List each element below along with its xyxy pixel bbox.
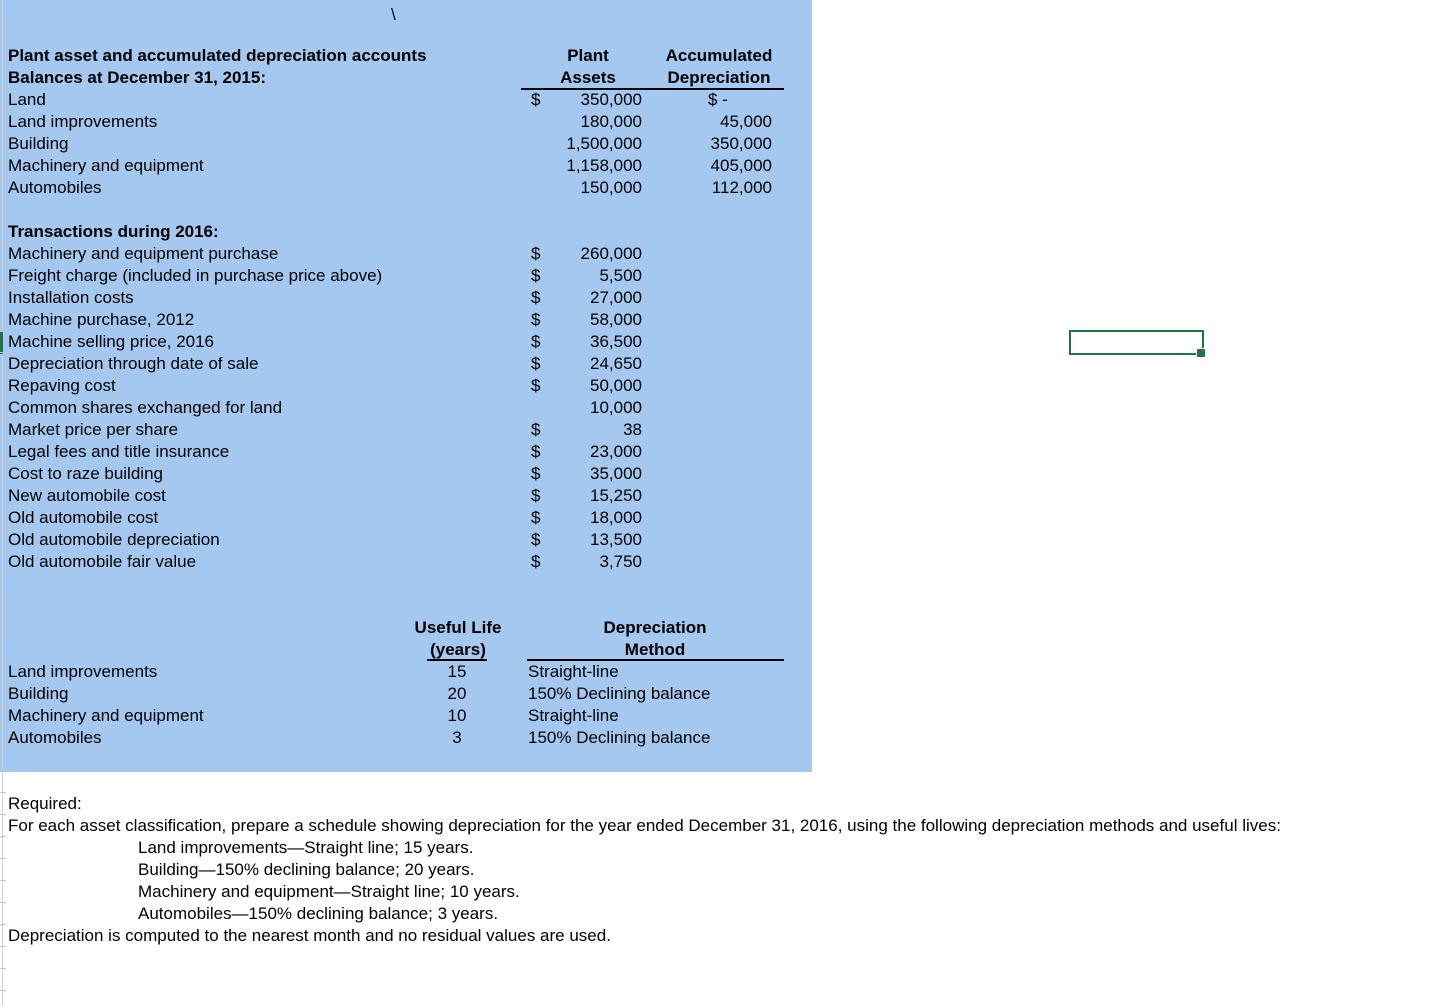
row-gridline bbox=[0, 22, 6, 23]
depreciation-method[interactable]: 150% Declining balance bbox=[528, 684, 711, 703]
transaction-label[interactable]: Old automobile depreciation bbox=[8, 530, 220, 549]
transaction-label[interactable]: Legal fees and title insurance bbox=[8, 442, 230, 461]
row-gridline bbox=[0, 198, 6, 199]
selected-cell[interactable] bbox=[1069, 330, 1204, 355]
row-gridline bbox=[0, 242, 6, 243]
transaction-value[interactable]: 50,000 bbox=[590, 376, 642, 395]
transaction-value[interactable]: 24,650 bbox=[590, 354, 642, 373]
row-gridline bbox=[0, 506, 6, 507]
dollar-sign: $ bbox=[531, 244, 541, 263]
balance-label[interactable]: Machinery and equipment bbox=[8, 156, 204, 175]
transaction-value[interactable]: 36,500 bbox=[590, 332, 642, 351]
row-gridline bbox=[0, 704, 6, 705]
transaction-value[interactable]: 35,000 bbox=[590, 464, 642, 483]
depreciation-method-header[interactable]: Depreciation bbox=[603, 618, 707, 637]
row-gridline bbox=[0, 88, 6, 89]
row-gridline bbox=[0, 286, 6, 287]
transaction-value[interactable]: 10,000 bbox=[590, 398, 642, 417]
row-gridline bbox=[0, 374, 6, 375]
row-gridline bbox=[0, 748, 6, 749]
accumulated-depreciation-value[interactable]: 45,000 bbox=[720, 112, 772, 131]
active-row-marker bbox=[0, 332, 3, 354]
dollar-sign: $ bbox=[531, 376, 541, 395]
row-gridline bbox=[0, 440, 6, 441]
transaction-value[interactable]: 5,500 bbox=[599, 266, 642, 285]
transaction-label[interactable]: Machinery and equipment purchase bbox=[8, 244, 279, 263]
row-gridline bbox=[0, 220, 6, 221]
required-heading[interactable]: Required: bbox=[8, 794, 82, 813]
schedule-title[interactable]: Plant asset and accumulated depreciation accounts bbox=[8, 46, 427, 65]
balances-subtitle[interactable]: Balances at December 31, 2015: bbox=[8, 68, 266, 87]
row-gridline bbox=[0, 946, 6, 947]
accumulated-depreciation-header[interactable]: Accumulated bbox=[665, 46, 773, 65]
dollar-sign: $ bbox=[531, 288, 541, 307]
transaction-label[interactable]: Machine selling price, 2016 bbox=[8, 332, 215, 351]
transaction-label[interactable]: Depreciation through date of sale bbox=[8, 354, 259, 373]
transaction-label[interactable]: Freight charge (included in purchase price above) bbox=[8, 266, 383, 285]
row-gridline bbox=[0, 352, 6, 353]
stray-mark: \ bbox=[391, 5, 396, 24]
required-item-land-improvements[interactable]: Land improvements—Straight line; 15 years. bbox=[138, 838, 474, 857]
dollar-sign: $ bbox=[531, 442, 541, 461]
dollar-sign: $ bbox=[531, 552, 541, 571]
row-gridline bbox=[0, 462, 6, 463]
row-gridline bbox=[0, 836, 6, 837]
plant-assets-header-2[interactable]: Assets bbox=[560, 68, 616, 87]
balance-label[interactable]: Land improvements bbox=[8, 112, 158, 131]
transaction-value[interactable]: 23,000 bbox=[590, 442, 642, 461]
transaction-value[interactable]: 260,000 bbox=[580, 244, 642, 263]
row-gridline bbox=[0, 682, 6, 683]
row-gridline bbox=[0, 176, 6, 177]
transaction-label[interactable]: Machine purchase, 2012 bbox=[8, 310, 195, 329]
row-gridline bbox=[0, 528, 6, 529]
dollar-sign: $ bbox=[531, 464, 541, 483]
accumulated-depreciation-header-2[interactable]: Depreciation bbox=[667, 68, 771, 87]
useful-life-years[interactable]: 3 bbox=[452, 728, 462, 747]
row-gridline bbox=[0, 990, 6, 991]
depreciation-method-header-2[interactable]: Method bbox=[624, 640, 686, 659]
accumulated-depreciation-value[interactable]: $ - bbox=[708, 90, 728, 109]
transaction-value[interactable]: 13,500 bbox=[590, 530, 642, 549]
row-gridline bbox=[0, 132, 6, 133]
row-gridline bbox=[0, 968, 6, 969]
asset-class-label[interactable]: Building bbox=[8, 684, 69, 703]
row-gridline bbox=[0, 484, 6, 485]
useful-life-header[interactable]: Useful Life bbox=[414, 618, 502, 637]
transaction-label[interactable]: Common shares exchanged for land bbox=[8, 398, 283, 417]
transaction-value[interactable]: 3,750 bbox=[599, 552, 642, 571]
plant-asset-value[interactable]: 150,000 bbox=[580, 178, 642, 197]
row-gridline bbox=[0, 396, 6, 397]
row-gridline bbox=[0, 660, 6, 661]
useful-life-header-2[interactable]: (years) bbox=[430, 640, 486, 659]
transaction-value[interactable]: 15,250 bbox=[590, 486, 642, 505]
plant-asset-value[interactable]: 1,500,000 bbox=[566, 134, 642, 153]
fill-handle[interactable] bbox=[1196, 348, 1206, 358]
asset-class-label[interactable]: Automobiles bbox=[8, 728, 102, 747]
transaction-label[interactable]: Old automobile cost bbox=[8, 508, 159, 527]
dollar-sign: $ bbox=[531, 266, 541, 285]
plant-asset-value[interactable]: 1,158,000 bbox=[566, 156, 642, 175]
transaction-label[interactable]: Market price per share bbox=[8, 420, 179, 439]
plant-asset-value[interactable]: 180,000 bbox=[580, 112, 642, 131]
accumulated-depreciation-value[interactable]: 405,000 bbox=[710, 156, 772, 175]
transaction-label[interactable]: Installation costs bbox=[8, 288, 134, 307]
accumulated-depreciation-value[interactable]: 112,000 bbox=[711, 178, 772, 197]
dollar-sign: $ bbox=[531, 354, 541, 373]
row-gridline bbox=[0, 924, 6, 925]
asset-class-label[interactable]: Machinery and equipment bbox=[8, 706, 204, 725]
plant-assets-header[interactable]: Plant bbox=[567, 46, 609, 65]
useful-life-years[interactable]: 10 bbox=[447, 706, 467, 725]
dollar-sign: $ bbox=[531, 486, 541, 505]
row-gridline bbox=[0, 308, 6, 309]
row-gridline bbox=[0, 902, 6, 903]
required-instruction[interactable]: For each asset classification, prepare a schedule showing depreciation for the year ended December 31, 2016, using the following depreciation methods and useful lives: bbox=[8, 816, 1281, 835]
row-gridline bbox=[0, 66, 6, 67]
dollar-sign: $ bbox=[531, 420, 541, 439]
row-gridline bbox=[0, 572, 6, 573]
transaction-value[interactable]: 58,000 bbox=[590, 310, 642, 329]
transactions-title[interactable]: Transactions during 2016: bbox=[8, 222, 219, 241]
dollar-sign: $ bbox=[531, 90, 541, 109]
balance-label[interactable]: Automobiles bbox=[8, 178, 102, 197]
required-item-automobiles[interactable]: Automobiles—150% declining balance; 3 years. bbox=[138, 904, 499, 923]
row-gridline bbox=[0, 594, 6, 595]
transaction-label[interactable]: Repaving cost bbox=[8, 376, 116, 395]
required-item-building[interactable]: Building—150% declining balance; 20 years. bbox=[138, 860, 475, 879]
row-gridline bbox=[0, 880, 6, 881]
depreciation-method[interactable]: 150% Declining balance bbox=[528, 728, 711, 747]
dollar-sign: $ bbox=[531, 508, 541, 527]
transaction-label[interactable]: Cost to raze building bbox=[8, 464, 163, 483]
asset-class-label[interactable]: Land improvements bbox=[8, 662, 158, 681]
transaction-value[interactable]: 38 bbox=[623, 420, 642, 439]
transaction-label[interactable]: Old automobile fair value bbox=[8, 552, 197, 571]
row-gridline bbox=[0, 154, 6, 155]
plant-asset-value[interactable]: 350,000 bbox=[580, 90, 642, 109]
accumulated-depreciation-value[interactable]: 350,000 bbox=[710, 134, 772, 153]
balance-label[interactable]: Land bbox=[8, 90, 46, 109]
useful-life-years[interactable]: 20 bbox=[447, 684, 467, 703]
transaction-value[interactable]: 18,000 bbox=[590, 508, 642, 527]
row-gridline bbox=[0, 814, 6, 815]
depreciation-method[interactable]: Straight-line bbox=[528, 662, 619, 681]
row-gridline bbox=[0, 44, 6, 45]
required-item-machinery[interactable]: Machinery and equipment—Straight line; 10 years. bbox=[138, 882, 520, 901]
transaction-value[interactable]: 27,000 bbox=[590, 288, 642, 307]
dollar-sign: $ bbox=[531, 530, 541, 549]
required-note[interactable]: Depreciation is computed to the nearest month and no residual values are used. bbox=[8, 926, 611, 945]
row-gridline bbox=[0, 638, 6, 639]
useful-life-years[interactable]: 15 bbox=[447, 662, 467, 681]
row-gridline bbox=[0, 792, 6, 793]
row-gridline bbox=[0, 858, 6, 859]
column-gridline bbox=[2, 0, 3, 1006]
row-gridline bbox=[0, 726, 6, 727]
row-gridline bbox=[0, 616, 6, 617]
row-gridline bbox=[0, 418, 6, 419]
depreciation-method[interactable]: Straight-line bbox=[528, 706, 619, 725]
dollar-sign: $ bbox=[531, 332, 541, 351]
balance-label[interactable]: Building bbox=[8, 134, 69, 153]
transaction-label[interactable]: New automobile cost bbox=[8, 486, 166, 505]
row-gridline bbox=[0, 110, 6, 111]
row-gridline bbox=[0, 330, 6, 331]
dollar-sign: $ bbox=[531, 310, 541, 329]
row-gridline bbox=[0, 550, 6, 551]
row-gridline bbox=[0, 770, 6, 771]
row-gridline bbox=[0, 264, 6, 265]
